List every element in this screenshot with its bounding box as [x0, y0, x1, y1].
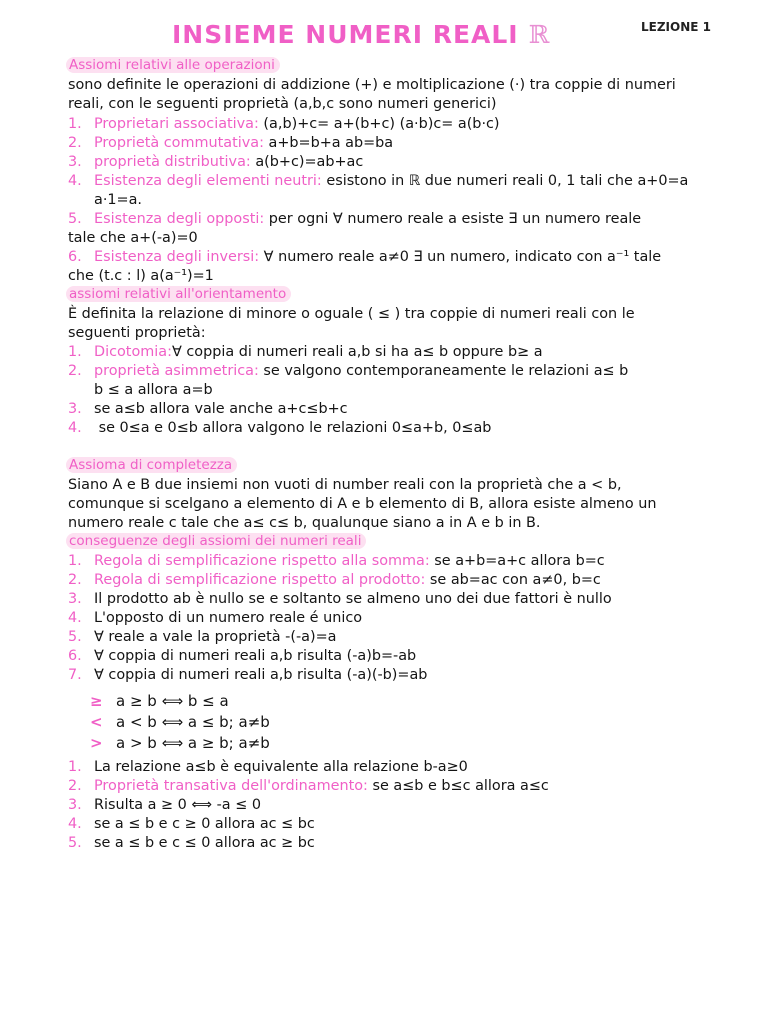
- list-item: 4. se 0≤a e 0≤b allora valgono le relazioni 0≤a+b, 0≤ab: [68, 420, 492, 436]
- section-heading-consequences: conseguenze degli assiomi dei numeri reali: [66, 533, 366, 549]
- greater-equal-icon: ≥: [90, 692, 103, 710]
- text-line: sono definite le operazioni di addizione (+) e moltiplicazione (·) tra coppie di numeri: [68, 77, 676, 93]
- list-item: 5. Esistenza degli opposti: per ogni ∀ numero reale a esiste ∃ un numero reale: [68, 211, 642, 227]
- list-item: 2. Proprietà commutativa: a+b=b+a ab=ba: [68, 135, 394, 151]
- section-heading-completeness: Assioma di completezza: [66, 457, 237, 473]
- lesson-label: LEZIONE 1: [641, 20, 711, 34]
- list-item: 6. ∀ coppia di numeri reali a,b risulta (-a)b=-ab: [68, 648, 417, 664]
- text-line: Siano A e B due insiemi non vuoti di number reali con la proprietà che a < b,: [68, 477, 622, 493]
- section-heading-ordering: assiomi relativi all'orientamento: [66, 286, 291, 302]
- text-line: comunque si scelgano a elemento di A e b elemento di B, allora esiste almeno un: [68, 496, 657, 512]
- text-line: seguenti proprietà:: [68, 325, 206, 341]
- list-item: 4. L'opposto di un numero reale é unico: [68, 610, 363, 626]
- symbol-definition: < a < b ⟺ a ≤ b; a≠b: [90, 713, 270, 731]
- list-item: 2. proprietà asimmetrica: se valgono contemporaneamente le relazioni a≤ b: [68, 363, 629, 379]
- page-title: INSIEME NUMERI REALI ℝ: [172, 20, 551, 49]
- list-item: 5. ∀ reale a vale la proprietà -(-a)=a: [68, 629, 337, 645]
- list-item: 1. Proprietari associativa: (a,b)+c= a+(b+c) (a·b)c= a(b·c): [68, 116, 500, 132]
- list-item: 1. Regola di semplificazione rispetto alla somma: se a+b=a+c allora b=c: [68, 553, 605, 569]
- list-item: 7. ∀ coppia di numeri reali a,b risulta (-a)(-b)=ab: [68, 667, 428, 683]
- list-item: 4. se a ≤ b e c ≥ 0 allora ac ≤ bc: [68, 816, 315, 832]
- list-item: 2. Regola di semplificazione rispetto al prodotto: se ab=ac con a≠0, b=c: [68, 572, 601, 588]
- symbol-definition: > a > b ⟺ a ≥ b; a≠b: [90, 734, 270, 752]
- real-numbers-symbol: ℝ: [528, 20, 551, 49]
- list-item: 3. Il prodotto ab è nullo se e soltanto se almeno uno dei due fattori è nullo: [68, 591, 612, 607]
- symbol-definition: ≥ a ≥ b ⟺ b ≤ a: [90, 692, 229, 710]
- list-item: 1. Dicotomia:∀ coppia di numeri reali a,b si ha a≤ b oppure b≥ a: [68, 344, 543, 360]
- text-line: numero reale c tale che a≤ c≤ b, qualunque siano a in A e b in B.: [68, 515, 541, 531]
- list-item-continuation: tale che a+(-a)=0: [68, 230, 198, 246]
- list-item: 2. Proprietà transativa dell'ordinamento: se a≤b e b≤c allora a≤c: [68, 778, 549, 794]
- list-item-continuation: che (t.c : l) a(a⁻¹)=1: [68, 268, 214, 284]
- greater-than-icon: >: [90, 734, 103, 752]
- list-item: 3. Risulta a ≥ 0 ⟺ -a ≤ 0: [68, 797, 261, 813]
- list-item: 6. Esistenza degli inversi: ∀ numero reale a≠0 ∃ un numero, indicato con a⁻¹ tale: [68, 249, 662, 265]
- list-item: 1. La relazione a≤b è equivalente alla relazione b-a≥0: [68, 759, 468, 775]
- list-item-continuation: a·1=a.: [94, 192, 142, 208]
- section-heading-operations: Assiomi relativi alle operazioni: [66, 57, 280, 73]
- list-item: 3. proprietà distributiva: a(b+c)=ab+ac: [68, 154, 364, 170]
- text-line: reali, con le seguenti proprietà (a,b,c sono numeri generici): [68, 96, 497, 112]
- list-item: 5. se a ≤ b e c ≤ 0 allora ac ≥ bc: [68, 835, 315, 851]
- text-line: È definita la relazione di minore o oguale ( ≤ ) tra coppie di numeri reali con le: [68, 306, 635, 322]
- list-item: 4. Esistenza degli elementi neutri: esistono in ℝ due numeri reali 0, 1 tali che a+0=a: [68, 173, 689, 189]
- list-item: 3. se a≤b allora vale anche a+c≤b+c: [68, 401, 348, 417]
- list-item-continuation: b ≤ a allora a=b: [94, 382, 213, 398]
- less-than-icon: <: [90, 713, 103, 731]
